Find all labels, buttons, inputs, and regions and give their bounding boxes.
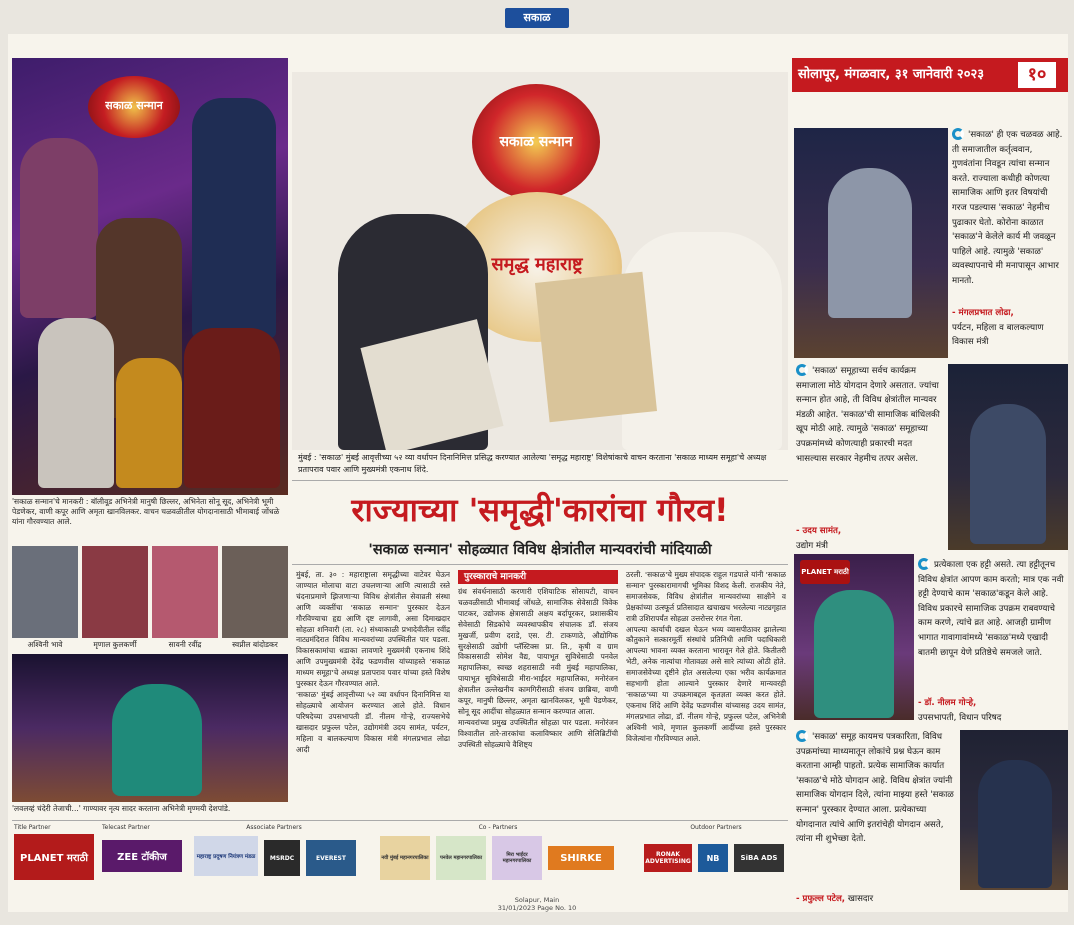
- page-footer: [437, 896, 637, 912]
- quote-role: खासदार: [847, 894, 874, 904]
- speaker-photo: [794, 128, 948, 358]
- person-figure: [184, 328, 280, 488]
- top-margin: [0, 0, 1074, 34]
- footer-date-page: 31/01/2023 Page No. 10: [497, 904, 577, 912]
- quote-speaker: - मंगलप्रभात लोढा,: [952, 308, 1014, 318]
- hero-photo: [292, 72, 788, 450]
- co-partner-logo: नवी मुंबई महानगरपालिका: [380, 836, 430, 880]
- quote-speaker: - प्रफुल्ल पटेल,: [796, 894, 846, 904]
- speaker-figure: [978, 760, 1052, 888]
- quote-text: 'सकाळ' समूह कायमच पत्रकारिता, विविध उपक्रमांच्या माध्यमातून लोकांचे प्रश्न घेऊन काम करताना आम्ही पाहतो. प्रत्येक सामाजिक कार्यात 'सकाळ'चे मोठे योगदान आहे. विविध क्षेत्रांत ज्यांनी सामाजिक योगदान दिले, त्यांना माझ्या हस्ते 'सकाळ सन्मान' पुरस्कार देण्यात आला. प्रत्येकाच्या योगदानात त्यांचे आणि इतरांचेही योगदान असते, त्यांना मी शुभेच्छा देतो.: [796, 732, 954, 845]
- speaker-figure: [814, 590, 894, 718]
- quote-1-attribution: [952, 306, 1064, 356]
- awardees-label: पुरस्काराचे मानकरी: [458, 570, 618, 584]
- divider: [292, 480, 788, 481]
- title-partner-label: Title Partner: [14, 824, 51, 831]
- associate-partner-logo: EVEREST: [306, 840, 356, 876]
- quote-text: 'सकाळ' ही एक चळवळ आहे. ती समाजातील कर्तृत्ववान, गुणवंतांना निवडून त्यांचा सन्मान करते. राज्याला कधीही कोणत्या सामाजिक आणि इतर विषयांची गरज पडल्यास 'सकाळ' नेहमीच पुढाकार घेतो. कोरोना काळात 'सकाळ'ने केलेले कार्य मी जवळून पाहिले आहे. त्यामुळे 'सकाळ' व्यवस्थापनाचे मी मनापासून आभार मानतो.: [952, 130, 1063, 286]
- quote-3-attribution: [918, 696, 1066, 726]
- portrait-photo: [82, 546, 148, 638]
- person-figure: [116, 358, 182, 488]
- footer-edition: Solapur, Main: [514, 896, 560, 904]
- dateline: सोलापूर, मंगळवार, ३१ जानेवारी २०२३: [798, 67, 984, 82]
- dancer-figure: [112, 684, 202, 796]
- quote-speaker: - डॉ. नीलम गोऱ्हे,: [918, 698, 977, 708]
- quote-1: [952, 128, 1064, 318]
- sakal-logo: सकाळ: [505, 8, 569, 28]
- quote-icon: [918, 558, 930, 570]
- subheadline: 'सकाळ सन्मान' सोहळ्यात विविध क्षेत्रांतील मान्यवरांची मांदियाळी: [368, 542, 712, 558]
- co-partners-label: Co - Partners: [478, 824, 518, 831]
- dance-performance-photo: [12, 654, 288, 802]
- speaker-photo: [948, 364, 1068, 550]
- celebrity-photo: [12, 58, 288, 495]
- article-column-2: ग्रंथ संवर्धनासाठी करणारी एशियाटिक सोसायटी, वाचन चळवळीसाठी भीमाबाई जोंधळे, सामाजिक सेवेसाठी विवेक पाटकर, उद्योजक क्षेत्रासाठी अक्षय बर्दापूरकर, प्रशासकीय सेवेसाठी सिडकोचे व्यवस्थापकीय संचालक डॉ. संजय मुखर्जी, प्रवीण दराडे, एस. टी. टाकणाठे, औद्योगिक सुरक्षेसाठी उद्योगी प्लॅस्टिक्स प्रा. लि., कृषी व ग्राम विकाससाठी सोमेश वैद्य, पायाभूत सुविधेसाठी पनवेल महापालिका, स्वच्छ शहरासाठी नवी मुंबई महापालिका, पायाभूत सुविधेसाठी मीरा-भाईंदर महापालिका, मनोरंजन क्षेत्रातील उल्लेखनीय कामगिरीसाठी संजय छाब्रिया, वाणी कपूर, मानुषी छिल्लर, अमृता खानविलकर, भूमी पेडणेकर, सोनू सूद आदींचा सोहळ्यात सन्मान करण्यात आला. मान्यवरांच्या प्रमुख उपस्थितीत सोहळा पार पडला. मनोरंजन विश्वातील तारे-तारकांचा कलाविष्कार आणि सेलिब्रिटींची उपस्थिती सोहळ्याचे वैशिष्ट्य: [458, 587, 618, 749]
- quote-icon: [952, 128, 964, 140]
- associate-partner-logo: महाराष्ट्र प्रदूषण नियंत्रण मंडळ: [194, 836, 258, 876]
- telecast-partner-label: Telecast Partner: [102, 824, 150, 831]
- quote-role: पर्यटन, महिला व बालकल्याण विकास मंत्री: [952, 322, 1044, 348]
- portrait-name: सावनी रवींद्र: [168, 640, 202, 649]
- speaker-photo: [960, 730, 1068, 890]
- quote-4: [796, 730, 956, 894]
- speaker-photo: [794, 554, 914, 720]
- outdoor-partner-logo: SiBA ADS: [734, 844, 784, 872]
- quote-text: 'सकाळ' समूहाच्या सर्वच कार्यक्रम समाजाला मोठे योगदान देणारे असतात. ज्यांचा सन्मान होत आहे, ती विविध क्षेत्रांतील मान्यवर मंडळी आहेत. 'सकाळ'ची सामाजिक बांधिलकी खूप मोठी आहे. त्यामुळे 'सकाळ' समूहाच्या उपक्रमांमध्ये कोणत्याही प्रकारची मदत भासल्यास सरकार नेहमीच तत्पर असेल.: [796, 366, 940, 464]
- portrait-name: स्वप्नील बांदोडकर: [232, 640, 278, 649]
- quote-3: [918, 558, 1066, 698]
- quote-icon: [796, 364, 808, 376]
- portrait-name: मृणाल कुलकर्णी: [93, 640, 137, 649]
- outdoor-partners-label: Outdoor Partners: [690, 824, 742, 831]
- title-partner-logo: PLANET मराठी: [14, 834, 94, 880]
- person-figure: [192, 98, 276, 338]
- quote-role: उद्योग मंत्री: [796, 540, 829, 551]
- headline: राज्याच्या 'समृद्धी'कारांचा गौरव!: [351, 491, 729, 529]
- badge-label: सकाळ सन्मान: [105, 99, 163, 112]
- quote-speaker: - उदय सामंत,: [796, 526, 842, 536]
- person-figure: [38, 318, 114, 488]
- quote-text: प्रत्येकाला एक हट्टी असते. त्या हट्टीतूनच विविध क्षेत्रांत आपण काम करतो; मात्र एक नवी हट्टी देण्याचे काम 'सकाळ'कडून केले आहे. विविध प्रकारचे सामाजिक उपक्रम राबवण्याचे काम करणे, त्यांचे व्रत आहे. आजही ग्रामीण भागात गावागावांमध्ये 'सकाळ'मध्ये एखादी बातमी छापून येणे प्रतिष्ठेचे समजले जाते.: [918, 560, 1064, 658]
- quote-icon: [796, 730, 808, 742]
- person-figure: [20, 138, 98, 318]
- newspaper-prop: [535, 272, 657, 423]
- telecast-partner-logo: ZEE टॉकीज: [102, 840, 182, 872]
- hero-caption: मुंबई : 'सकाळ' मुंबई आवृत्तीच्या ५२ व्या वर्धापन दिनानिमित्त प्रसिद्ध करण्यात आलेल्या 'समृद्ध महाराष्ट्र' विशेषांकाचे वाचन करताना 'सकाळ माध्यम समूहा'चे अध्यक्ष प्रतापराव पवार आणि मुख्यमंत्री एकनाथ शिंदे.: [298, 453, 767, 474]
- quote-2-attribution: [796, 524, 944, 554]
- badge-label: सकाळ सन्मान: [499, 134, 573, 150]
- outdoor-partner-logo: RONAK ADVERTISING: [644, 844, 692, 872]
- page-number: १०: [1018, 62, 1056, 88]
- associate-partner-logo: MSRDC: [264, 840, 300, 876]
- newspaper-page: [8, 34, 1068, 912]
- dateline-band: [792, 58, 1068, 92]
- divider: [292, 564, 788, 565]
- article-column-1: मुंबई, ता. ३० : महाराष्ट्राला समृद्धीच्या वाटेवर घेऊन जाण्यात मोलाचा वाटा उचलणाऱ्या आणि त्यासाठी रस्ते चंदनाप्रमाणे झिजणाऱ्या विविध क्षेत्रांतील सेवाव्रती संस्था आणि व्यक्तींचा 'सकाळ सन्मान' पुरस्कार देऊन गौरविण्याचा हृद्य आणि दृष्ट लागावी, असा दिमाखदार सोहळा शनिवारी (ता. २८) संध्याकाळी प्रभादेवीतील रवींद्र नाट्यमंदिरात विविध मान्यवरांच्या उपस्थितीत पार पडला. विकासकामांचा धडाका लावणारे मुख्यमंत्री एकनाथ शिंदे आणि उपमुख्यमंत्री देवेंद्र फडणवीस यांच्याहस्ते 'सकाळ माध्यम समूहा'चे अध्यक्ष प्रतापराव पवार यांच्या हस्ते विशेष पुरस्कार देऊन गौरवण्यात आले. 'सकाळ' मुंबई आवृत्तीच्या ५२ व्या वर्धापन दिनानिमित्त या सोहळ्याचे आयोजन करण्यात आले होते. विधान परिषदेच्या उपसभापती डॉ. नीलम गोऱ्हे, राज्यसभेचे खासदार प्रफुल्ल पटेल, उद्योगमंत्री उदय सामंत, पर्यटन, महिला व बालकल्याण विकास मंत्री मंगलप्रभात लोढा आदी: [296, 570, 450, 754]
- dance-photo-caption: 'लवलव्हं चंदेरी तेजाची...' गाण्यावर नृत्य सादर करताना अभिनेत्री मृण्मयी देशपांडे.: [12, 804, 231, 813]
- divider: [12, 820, 788, 821]
- outdoor-partner-logo: NB: [698, 844, 728, 872]
- speaker-figure: [970, 404, 1046, 544]
- quote-role: उपसभापती, विधान परिषद: [918, 712, 1002, 723]
- co-partner-logo: SHIRKE: [548, 846, 614, 870]
- portrait-name: अश्विनी भावे: [27, 640, 63, 649]
- quote-4-attribution: [796, 892, 956, 908]
- speaker-figure: [828, 168, 912, 318]
- article-column-3: ठरली. 'सकाळ'चे मुख्य संपादक राहुल गडपाले यांनी 'सकाळ सन्मान' पुरस्कारामागची भूमिका विशद केली. राजकीय नेते, समाजसेवक, विविध क्षेत्रांतील मान्यवरांच्या साक्षीने व प्रेक्षकांच्या उत्स्फूर्त प्रतिसादात खचाखच भरलेल्या नाट्यगृहात रात्री उशिरापर्यंत सोहळा उत्तरोत्तर रंगत गेला. आपल्या कार्याची दखल घेऊन भव्य व्यासपीठावर झालेल्या कौतुकाने सत्कारमूर्ती संस्थांचे प्रतिनिधी आणि पदाधिकारी आपल्या भावना व्यक्त करताना भारावून गेले होते. कितीतरी भेटी, अनेक नात्यांचा गोतावळा असे सारे त्यांच्या ओठी होते. समाजसेवेच्या दृष्टीने होत असलेल्या एका भरीव कार्यक्रमात सहभागी होता आल्याने पुरस्कार देणारे मान्यवरही 'सकाळ'च्या या उपक्रमाबद्दल कृतज्ञता व्यक्त करत होते. एकनाथ शिंदे आणि देवेंद्र फडणवीस यांच्यासह उदय सामंत, मंगलप्रभात लोढा, डॉ. नीलम गोऱ्हे, प्रफुल्ल पटेल, अभिनेत्री अश्विनी भावे, मृणाल कुलकर्णी आदींच्या हस्ते पुरस्कार विजेत्यांना गौरविण्यात आले.: [626, 570, 786, 743]
- samruddha-label: समृद्ध महाराष्ट्र: [491, 254, 583, 275]
- planet-marathi-logo: PLANET मराठी: [800, 560, 850, 584]
- portrait-photo: [12, 546, 78, 638]
- associate-partners-label: Associate Partners: [246, 824, 302, 831]
- portrait-photo: [222, 546, 288, 638]
- celebrity-photo-caption: 'सकाळ सन्मान'चे मानकरी : बॉलीवूड अभिनेत्री मानुषी छिल्लर, अभिनेता सोनू सूद, अभिनेत्री भूमी पेडणेकर, वाणी कपूर आणि अमृता खानविलकर. वाचन चळवळीतील योगदानासाठी भीमाबाई जोंधळे यांना गौरवण्यात आले.: [12, 497, 280, 526]
- co-partner-logo: मिरा भाईंदर महानगरपालिका: [492, 836, 542, 880]
- portrait-strip: [12, 546, 288, 651]
- co-partner-logo: पनवेल महानगरपालिका: [436, 836, 486, 880]
- portrait-photo: [152, 546, 218, 638]
